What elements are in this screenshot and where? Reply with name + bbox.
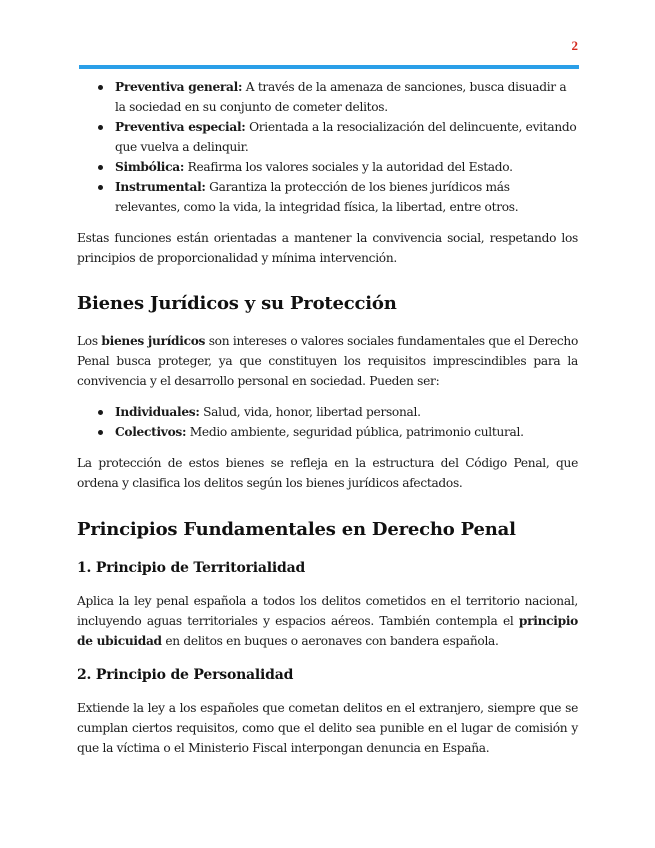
list-item-term: Individuales (115, 405, 196, 419)
list-item-desc: A través de la amenaza de sanciones, busca disuadir a la sociedad en su conjunto de cometer delitos. (115, 80, 567, 114)
list-item-desc: Medio ambiente, seguridad pública, patrimonio cultural. (186, 425, 524, 439)
list-item-term: Preventiva general (115, 80, 238, 94)
list-item-desc: Salud, vida, honor, libertad personal. (199, 405, 421, 419)
bienes-list (77, 402, 578, 442)
header-divider (79, 65, 579, 69)
list-item-term: Simbólica (115, 160, 180, 174)
list-item-term: Colectivos (115, 425, 182, 439)
territorialidad-paragraph: Aplica la ley penal española a todos los delitos cometidos en el territorio nacional, incluyendo aguas territoriales y espacios aéreos. También contempla el principio de ubicuidad en delitos en buques o aeronaves con bandera española. (77, 594, 578, 648)
subheading-territorialidad: 1. Principio de Territorialidad (77, 560, 306, 576)
bienes-intro-paragraph: Los bienes jurídicos son intereses o valores sociales fundamentales que el Derecho Penal busca proteger, ya que constituyen los requisitos imprescindibles para la convivencia y el desarrollo personal en sociedad. Pueden ser: (77, 334, 579, 388)
list-item: Simbólica: Reafirma los valores sociales y la autoridad del Estado. (77, 157, 578, 177)
bienes-closing-paragraph: La protección de estos bienes se refleja en la estructura del Código Penal, que ordena y clasifica los delitos según los bienes jurídicos afectados. (77, 456, 578, 490)
list-item: Preventiva general: A través de la amenaza de sanciones, busca disuadir a la sociedad en su conjunto de cometer delitos. (77, 77, 578, 117)
personalidad-paragraph: Extiende la ley a los españoles que cometan delitos en el extranjero, siempre que se cumplan ciertos requisitos, como que el delito sea punible en el lugar de comisión y que la víctima o el Ministerio Fiscal interpongan denuncia en España. (77, 701, 578, 755)
list-item-desc: Garantiza la protección de los bienes jurídicos más relevantes, como la vida, la integridad física, la libertad, entre otros. (115, 180, 519, 214)
functions-summary-paragraph: Estas funciones están orientadas a mantener la convivencia social, respetando los principios de proporcionalidad y mínima intervención. (77, 231, 578, 265)
list-item-desc: Orientada a la resocialización del delincuente, evitando que vuelva a delinquir. (115, 120, 577, 154)
list-item-desc: Reafirma los valores sociales y la autoridad del Estado. (184, 160, 513, 174)
document-body (77, 77, 578, 758)
list-item-term: Instrumental (115, 180, 202, 194)
bold-term: bienes jurídicos (101, 334, 206, 348)
section-heading-bienes: Bienes Jurídicos y su Protección (77, 293, 397, 314)
bold-term: principio de ubicuidad (77, 614, 578, 648)
list-item: Instrumental: Garantiza la protección de los bienes jurídicos más relevantes, como la vida, la integridad física, la libertad, entre otros. (77, 177, 578, 217)
list-item: Colectivos: Medio ambiente, seguridad pública, patrimonio cultural. (77, 422, 578, 442)
subheading-personalidad: 2. Principio de Personalidad (77, 667, 294, 683)
list-item: Preventiva especial: Orientada a la resocialización del delincuente, evitando que vuelva a delinquir. (77, 117, 578, 157)
functions-list (77, 77, 578, 217)
section-heading-principios: Principios Fundamentales en Derecho Penal (77, 519, 516, 540)
page-number: 2 (571, 38, 578, 53)
list-item-term: Preventiva especial (115, 120, 242, 134)
list-item: Individuales: Salud, vida, honor, libertad personal. (77, 402, 578, 422)
